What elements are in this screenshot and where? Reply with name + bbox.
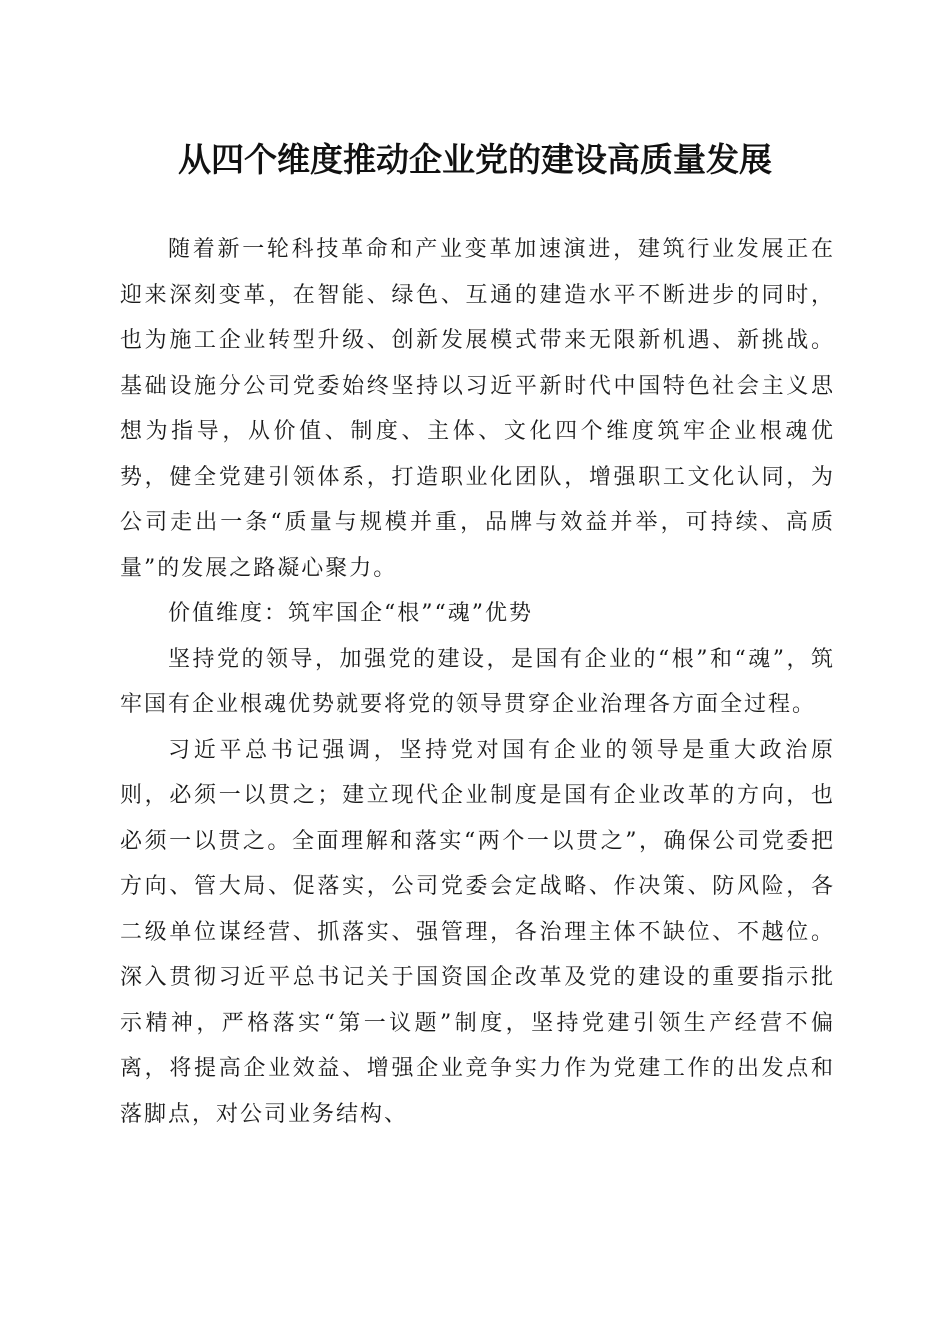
document-title: 从四个维度推动企业党的建设高质量发展 (178, 140, 772, 179)
section-heading-value-dimension: 价值维度：筑牢国企“根”“魂”优势 (168, 601, 533, 626)
paragraph-leadership: 习近平总书记强调，坚持党对国有企业的领导是重大政治原则，必须一以贯之；建立现代企业制度是国有企业改革的方向，也必须一以贯之。全面理解和落实“两个一以贯之”，确保公司党委把方向、管大局、促落实，公司党委会定战略、作决策、防风险，各二级单位谋经营、抓落实、强管理，各治理主体不缺位、不越位。深入贯彻习近平总书记关于国资国企改革及党的建设的重要指示批示精神，严格落实“第一议题”制度，坚持党建引领生产经营不偏离，将提高企业效益、增强企业竞争实力作为党建工作的出发点和落脚点，对公司业务结构、 (120, 737, 835, 1127)
document-body (120, 227, 835, 1137)
paragraph-root-soul: 坚持党的领导，加强党的建设，是国有企业的“根”和“魂”，筑牢国有企业根魂优势就要将党的领导贯穿企业治理各方面全过程。 (120, 646, 835, 717)
paragraph-intro: 随着新一轮科技革命和产业变革加速演进，建筑行业发展正在迎来深刻变革，在智能、绿色、互通的建造水平不断进步的同时，也为施工企业转型升级、创新发展模式带来无限新机遇、新挑战。基础设施分公司党委始终坚持以习近平新时代中国特色社会主义思想为指导，从价值、制度、主体、文化四个维度筑牢企业根魂优势，健全党建引领体系，打造职业化团队，增强职工文化认同，为公司走出一条“质量与规模并重，品牌与效益并举，可持续、高质量”的发展之路凝心聚力。 (120, 237, 835, 581)
